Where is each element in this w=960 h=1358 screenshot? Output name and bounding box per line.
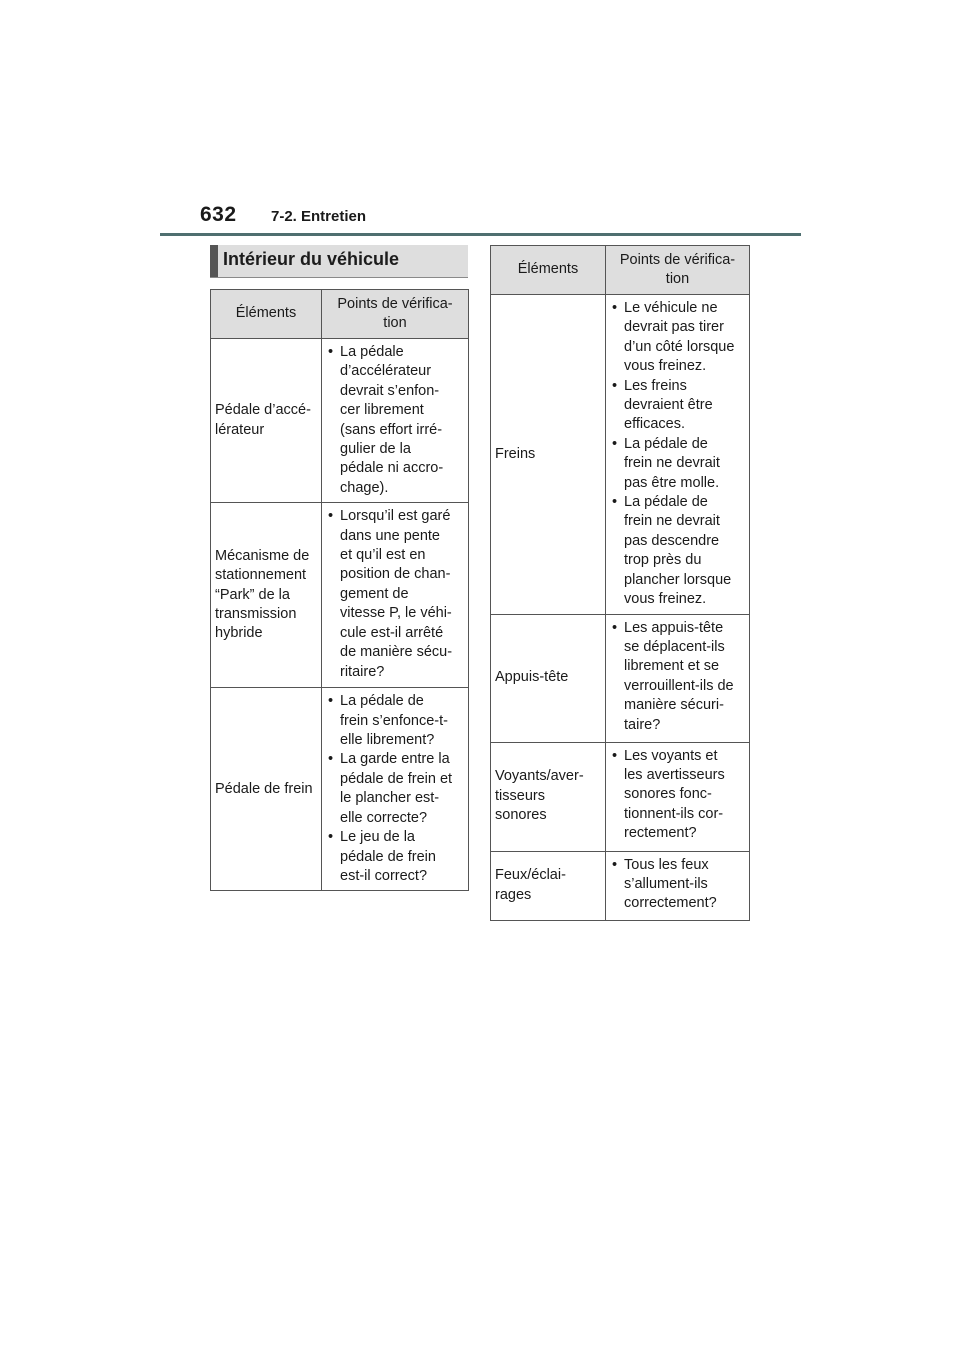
left-check-table [210, 289, 469, 891]
check-point: • Tous les feux s’allument-ils correctement? [610, 856, 746, 914]
check-point: • Le véhicule ne devrait pas tirer d’un côté lorsque vous freinez. [610, 299, 746, 377]
right-check-table [490, 245, 750, 921]
check-points-cell [322, 503, 469, 688]
element-cell: Mécanisme de stationnement “Park” de la transmission hybride [211, 503, 322, 688]
check-point: • La pédale d’accélérateur devrait s’enfon- cer librement (sans effort irré- gulier de la pédale ni accro- chage). [326, 343, 465, 498]
check-points-cell [322, 688, 469, 891]
element-cell: Pédale de frein [211, 688, 322, 891]
table-row [211, 503, 469, 688]
check-points-cell [606, 295, 750, 615]
check-point: • Les voyants et les avertisseurs sonores fonc- tionnent-ils cor- rectement? [610, 747, 746, 844]
header-rule [160, 233, 801, 236]
page-number: 632 [200, 203, 237, 226]
section-heading-text: Intérieur du véhicule [223, 249, 400, 269]
element-cell: Voyants/aver- tisseurs sonores [491, 742, 606, 851]
element-cell: Freins [491, 295, 606, 615]
table-row [491, 614, 750, 742]
header-elements: Éléments [491, 246, 606, 295]
check-point: • La pédale de frein ne devrait pas descendre trop près du plancher lorsque vous freinez. [610, 493, 746, 609]
table-row [491, 295, 750, 615]
section-title: 7-2. Entretien [271, 208, 367, 225]
check-point: • La pédale de frein s’enfonce-t- elle librement? [326, 692, 465, 750]
table-row [491, 742, 750, 851]
header-elements: Éléments [211, 290, 322, 339]
element-cell: Feux/éclai- rages [491, 851, 606, 920]
check-point: • Les freins devraient être efficaces. [610, 377, 746, 435]
header-check-points: Points de vérifica- tion [322, 290, 469, 339]
table-row [491, 851, 750, 920]
table-row [211, 339, 469, 503]
check-point: • Les appuis-tête se déplacent-ils librement et se verrouillent-ils de manière sécuri- taire? [610, 619, 746, 735]
check-points-cell [606, 614, 750, 742]
element-cell: Appuis-tête [491, 614, 606, 742]
check-point: • Lorsqu’il est garé dans une pente et qu’il est en position de chan- gement de vitesse P, le véhi- cule est-il arrêté de manière sécu- ritaire? [326, 507, 465, 682]
table-header-row [211, 290, 469, 339]
check-points-cell [606, 742, 750, 851]
header-check-points: Points de vérifica- tion [606, 246, 750, 295]
check-points-cell [322, 339, 469, 503]
element-cell: Pédale d’accé- lérateur [211, 339, 322, 503]
check-point: • Le jeu de la pédale de frein est-il correct? [326, 828, 465, 886]
table-header-row [491, 246, 750, 295]
check-point: • La pédale de frein ne devrait pas être molle. [610, 435, 746, 493]
table-row [211, 688, 469, 891]
check-point: • La garde entre la pédale de frein et le plancher est- elle correcte? [326, 750, 465, 828]
check-points-cell [606, 851, 750, 920]
section-heading [210, 245, 468, 278]
